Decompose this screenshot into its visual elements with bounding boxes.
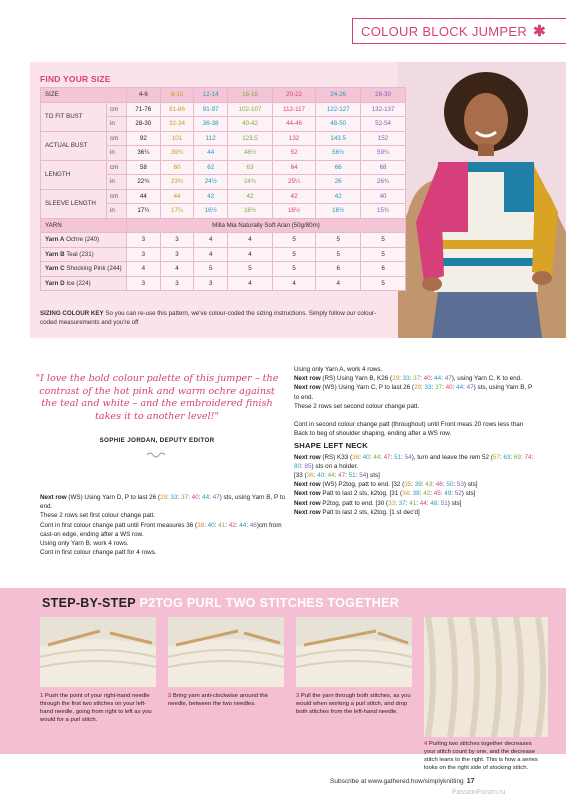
step-description: Purling two stitches together decreases your stitch count by one, and the decrease stitch leans to the right. This is how a series looks on the right side of stocking stitch. [424,741,538,771]
size-value: 74 [524,453,532,461]
text: ), using Yarn C, K to end. [451,375,522,383]
shape-left-neck-heading: SHAPE LEFT NECK [294,441,368,451]
yarn-rows [41,233,406,291]
size-value: 42 [228,521,236,529]
key-title: SIZING COLOUR KEY [40,310,104,317]
unit-cell: in [107,175,127,190]
size-header-label: SIZE [41,88,127,103]
value-cell: 26¾ [361,175,406,190]
size-value: 41 [218,521,226,529]
title-prefix: STEP-BY-STEP [42,596,136,610]
step-text [168,692,284,708]
pattern-line: Cont in first colour change patt for 4 rows. [40,549,157,557]
step-number: 4 [424,741,428,747]
pattern-title: COLOUR BLOCK JUMPER [361,23,528,39]
table-row [41,247,406,262]
size-value: 33 [170,494,178,501]
value-cell: 92 [127,131,161,146]
value-cell: 5 [272,233,315,248]
value-cell: 4 [272,276,315,291]
size-values: 29: 33: 37: 40: 44: 47 [414,384,474,392]
value-cell: 5 [361,276,406,291]
pattern-line: These 2 rows set first colour change patt. [40,512,156,520]
size-values: 34: 38: 42: 45: 49: 52 [402,490,462,498]
size-values: 36: 40: 44: 47: 51: 54 [352,453,412,461]
text: )cm from cast-on edge, ending after a WS row. [40,521,282,538]
unit-cell: cm [107,131,127,146]
size-value: 51 [440,499,448,507]
footer [330,778,474,785]
size-value: 47 [383,453,391,461]
value-cell: 3 [127,276,161,291]
yarn-letter: Yarn B [45,250,65,258]
table-row [41,233,406,248]
size-value: 36 [352,453,360,461]
size-cell: 28-30 [361,88,406,103]
step-photo [40,617,156,687]
value-cell: 6 [316,262,361,277]
value-cell: 5 [361,247,406,262]
pattern-line [40,521,286,539]
row-keyword: Next row [294,490,321,498]
size-cell: 16-18 [228,88,273,103]
value-cell: 26 [316,175,361,190]
text: (WS) Using Yarn D, P to last 26 ( [66,494,161,501]
step-photo [168,617,284,687]
value-cell: 3 [160,233,194,248]
pattern-line [294,383,534,401]
yarn-name [41,247,127,262]
size-value: 34 [402,490,410,498]
yarn-name [41,233,127,248]
step-number: 3 [296,693,300,699]
value-cell: 102-107 [228,102,273,117]
value-cell: 5 [194,262,228,277]
value-cell: 4 [194,247,228,262]
text: ) sts on a holder. [311,462,359,470]
right-pattern-column [294,365,534,517]
text: ) sts] [447,499,462,507]
value-cell: 42 [316,189,361,204]
pattern-line [294,374,534,383]
size-value: 43 [425,481,433,489]
size-value: 33 [402,375,410,383]
value-cell: 132-137 [361,102,406,117]
value-cell: 24½ [194,175,228,190]
size-value: 37 [398,499,406,507]
size-value: 37 [413,375,421,383]
key-text: So you can re-use this pattern, we've colour-coded the sizing instructions. Simply follow our colour-coded measurements and you're off [40,310,377,326]
yarn-desc: Ice (224) [64,279,91,287]
value-cell: 6 [361,262,406,277]
value-cell: 112 [194,131,228,146]
value-cell: 44 [160,189,194,204]
table-row [41,131,406,146]
size-value: 46 [435,481,443,489]
size-values: 38: 40: 41: 42: 44: 46 [197,521,257,529]
value-cell: 4 [228,247,273,262]
size-value: 52 [454,490,462,498]
table-row [41,276,406,291]
size-value: 40 [362,453,370,461]
row-keyword: Next row [294,453,321,461]
unit-cell: cm [107,189,127,204]
value-cell: 42 [194,189,228,204]
size-value: 44 [419,499,427,507]
value-cell: 40-42 [228,117,273,132]
value-cell: 44-46 [272,117,315,132]
value-cell: 25¼ [272,175,315,190]
yarn-letter: Yarn A [45,236,65,244]
value-cell: 16½ [228,204,273,219]
size-value: 44 [202,494,210,501]
left-pattern-column [40,493,286,557]
size-value: 29 [392,375,400,383]
page-number: 17 [466,778,475,785]
pattern-line: Cont in second colour change patt (throughout) until Front meas 20 rows less than Back to beg of shoulder shaping, ending after a WS row. [294,421,524,438]
value-cell: 132 [272,131,315,146]
step-description: Pull the yarn through both stitches, as you would when working a purl stitch, and drop both stitches from the left-hand needle. [296,693,411,715]
pattern-line: Using only Yarn A, work 4 rows. [294,366,383,373]
value-cell: 58 [127,160,161,175]
value-cell: 3 [127,233,161,248]
value-cell: 5 [361,233,406,248]
measurement-rows [41,102,406,218]
size-value: 42 [423,490,431,498]
size-values: 57: 63: 69: 74: 80: 85 [294,453,534,470]
value-cell: 52 [272,146,315,161]
size-value: 51 [394,453,402,461]
text: (WS) P2tog, patt to end. [32 ( [320,481,405,489]
pattern-line [294,499,534,508]
text: Cont in first colour change patt until Front measures 36 ( [40,521,198,529]
table-row [41,102,406,117]
value-cell: 4 [316,276,361,291]
value-cell: 52-54 [361,117,406,132]
yarn-desc: Teal (231) [64,250,94,258]
size-table [40,87,406,291]
measure-label: TO FIT BUST [41,102,107,131]
size-value: 47 [466,384,474,392]
size-value: 51 [348,472,356,480]
unit-cell: cm [107,102,127,117]
table-row [41,88,406,103]
value-cell: 32-34 [160,117,194,132]
size-value: 44 [327,472,335,480]
title-suffix: P2TOG PURL TWO STITCHES TOGETHER [135,596,400,610]
value-cell: 48-50 [316,117,361,132]
value-cell: 4 [127,262,161,277]
find-your-size-title: FIND YOUR SIZE [40,74,111,84]
yarn-name [41,276,127,291]
size-value: 35 [404,481,412,489]
size-value: 33 [424,384,432,392]
text: Patt to last 2 sts, k2tog. [31 ( [320,490,403,498]
table-row [41,189,406,204]
size-cell: 4-6 [127,88,161,103]
subscribe-text: Subscribe at www.gathered.how/simplyknitting [330,778,464,785]
size-value: 45 [433,490,441,498]
size-value: 47 [444,375,452,383]
value-cell: 143.5 [316,131,361,146]
pattern-line [40,493,286,511]
size-value: 37 [435,384,443,392]
text: P2tog, patt to end. [30 ( [320,499,389,507]
value-cell: 17¼ [127,204,161,219]
value-cell: 62 [194,160,228,175]
measure-label: ACTUAL BUST [41,131,107,160]
value-cell: 36-38 [194,117,228,132]
value-cell: 40 [361,189,406,204]
step-description: Push the point of your right-hand needle through the first two stitches on your left-hand needle, going from right to left as you would for a purl stitch. [40,693,152,723]
pattern-line [294,508,534,517]
pattern-line [294,480,534,489]
size-value: 40 [445,384,453,392]
yarn-letter: Yarn D [45,279,65,287]
size-value: 39 [414,481,422,489]
size-values: 35: 39: 43: 46: 50: 53 [404,481,464,489]
value-cell: 4 [194,233,228,248]
value-cell: 16½ [316,204,361,219]
value-cell: 4 [228,276,273,291]
value-cell: 15¾ [361,204,406,219]
value-cell: 81-86 [160,102,194,117]
size-value: 44 [434,375,442,383]
text: ) sts] [463,481,478,489]
size-value: 40 [207,521,215,529]
size-values: 36: 40: 44: 47: 51: 54 [306,472,367,480]
value-cell: 48½ [228,146,273,161]
value-cell: 68 [361,160,406,175]
measure-label: LENGTH [41,160,107,189]
value-cell: 5 [272,262,315,277]
size-cell: 8-10 [160,88,194,103]
value-cell: 42 [272,189,315,204]
step-text [40,692,156,724]
size-value: 41 [409,499,417,507]
size-value: 29 [414,384,422,392]
size-values: 29: 33: 37: 40: 44: 47 [160,494,220,501]
size-cell: 24-26 [316,88,361,103]
size-value: 40 [423,375,431,383]
size-value: 85 [304,462,312,470]
text: ) sts, using Yarn B, P to end. [294,384,533,401]
text: (RS) K33 ( [320,453,353,461]
pattern-line: These 2 rows set second colour change patt. [294,402,420,410]
yarn-brand: Milla Mia Naturally Soft Aran (50g/80m) [127,218,406,233]
sizing-colour-key [40,309,390,327]
value-cell: 5 [316,247,361,262]
step-photo [424,617,548,737]
squiggle-divider-icon [146,451,168,459]
size-value: 50 [446,481,454,489]
size-value: 37 [181,494,189,501]
text: ) sts, using Yarn B, P to end. [40,494,286,511]
size-values: 33: 37: 41: 44: 48: 51 [388,499,448,507]
value-cell: 5 [272,247,315,262]
step-photo [296,617,412,687]
value-cell: 64 [272,160,315,175]
size-value: 44 [456,384,464,392]
unit-cell: in [107,117,127,132]
value-cell: 4 [160,262,194,277]
row-keyword: Next row [294,481,321,489]
text: [33 ( [294,472,307,480]
value-cell: 71-76 [127,102,161,117]
size-value: 54 [359,472,367,480]
quote-author: SOPHIE JORDAN, DEPUTY EDITOR [99,437,215,444]
section-header-tab [352,18,566,44]
yarn-desc: Ochre (240) [64,236,100,244]
size-value: 47 [212,494,220,501]
value-cell: 101 [160,131,194,146]
value-cell: 42 [228,189,273,204]
pattern-line [294,489,534,498]
value-cell: 16½ [194,204,228,219]
value-cell: 23¾ [160,175,194,190]
value-cell: 66 [316,160,361,175]
value-cell: 4 [228,233,273,248]
pattern-line [294,453,534,471]
pattern-line [294,471,534,480]
step-text [296,692,412,716]
row-keyword: Next row [294,375,321,383]
size-value: 80 [294,462,302,470]
watermark: PassionForum.ru [452,789,506,796]
text: (WS) Using Yarn C, P to last 26 ( [320,384,415,392]
size-value: 38 [197,521,205,529]
row-keyword: Next row [294,508,321,516]
value-cell: 24¾ [228,175,273,190]
unit-cell: in [107,204,127,219]
size-value: 46 [249,521,257,529]
unit-cell: cm [107,160,127,175]
step-number: 2 [168,693,172,699]
step-number: 1 [40,693,44,699]
size-value: 29 [160,494,168,501]
value-cell: 36¼ [127,146,161,161]
row-keyword: Next row [40,494,67,501]
table-row [41,262,406,277]
value-cell: 16½ [272,204,315,219]
value-cell: 3 [160,247,194,262]
step-text [424,740,540,772]
size-value: 38 [412,490,420,498]
value-cell: 5 [316,233,361,248]
value-cell: 5 [228,262,273,277]
yarn-letter: Yarn C [45,265,65,273]
row-keyword: Next row [294,499,321,507]
size-value: 40 [317,472,325,480]
size-value: 44 [373,453,381,461]
value-cell: 59¾ [361,146,406,161]
size-value: 48 [430,499,438,507]
size-cell: 20-22 [272,88,315,103]
text: (RS) Using Yarn B, K26 ( [320,375,393,383]
pattern-line: Using only Yarn B, work 4 rows. [40,540,129,548]
value-cell: 17¼ [160,204,194,219]
text: Patt to last 2 sts, k2tog. [1 st dec'd] [320,508,420,516]
table-row [41,218,406,233]
size-value: 44 [239,521,247,529]
value-cell: 152 [361,131,406,146]
size-value: 57 [492,453,500,461]
unit-cell: in [107,146,127,161]
model-photo [398,62,566,338]
measure-label: SLEEVE LENGTH [41,189,107,218]
size-value: 47 [338,472,346,480]
size-value: 40 [191,494,199,501]
asterisk-icon: ✱ [533,23,546,40]
table-row [41,160,406,175]
size-value: 53 [456,481,464,489]
value-cell: 123.5 [228,131,273,146]
value-cell: 63 [228,160,273,175]
value-cell: 3 [160,276,194,291]
row-keyword: Next row [294,384,321,392]
value-cell: 44 [194,146,228,161]
editor-quote: "I love the bold colour palette of this jumper – the contrast of the hot pink and warm ochre against the teal and white – and the embroidered finish takes it to another level!" [35,373,279,422]
size-value: 36 [306,472,314,480]
size-cell: 12-14 [194,88,228,103]
value-cell: 112-117 [272,102,315,117]
size-value: 69 [513,453,521,461]
text: ) sts] [366,472,380,480]
value-cell: 3 [194,276,228,291]
size-value: 54 [404,453,412,461]
step-description: Bring yarn anti-clockwise around the needle, between the two needles. [168,693,268,707]
value-cell: 3 [127,247,161,262]
value-cell: 22¾ [127,175,161,190]
value-cell: 60 [160,160,194,175]
text: ) sts] [461,490,476,498]
yarn-header-label: YARN [41,218,127,233]
value-cell: 91-97 [194,102,228,117]
size-value: 63 [503,453,511,461]
text: ), turn and leave the rem 52 ( [411,453,493,461]
jumper-illustration [398,62,566,338]
value-cell: 56½ [316,146,361,161]
size-value: 49 [444,490,452,498]
value-cell: 44 [127,189,161,204]
value-cell: 39¾ [160,146,194,161]
step-by-step-title [42,596,399,610]
value-cell: 122-127 [316,102,361,117]
yarn-desc: Shocking Pink (244) [64,265,122,273]
size-values: 29: 33: 37: 40: 44: 47 [392,375,452,383]
yarn-name [41,262,127,277]
value-cell: 28-30 [127,117,161,132]
size-value: 33 [388,499,396,507]
